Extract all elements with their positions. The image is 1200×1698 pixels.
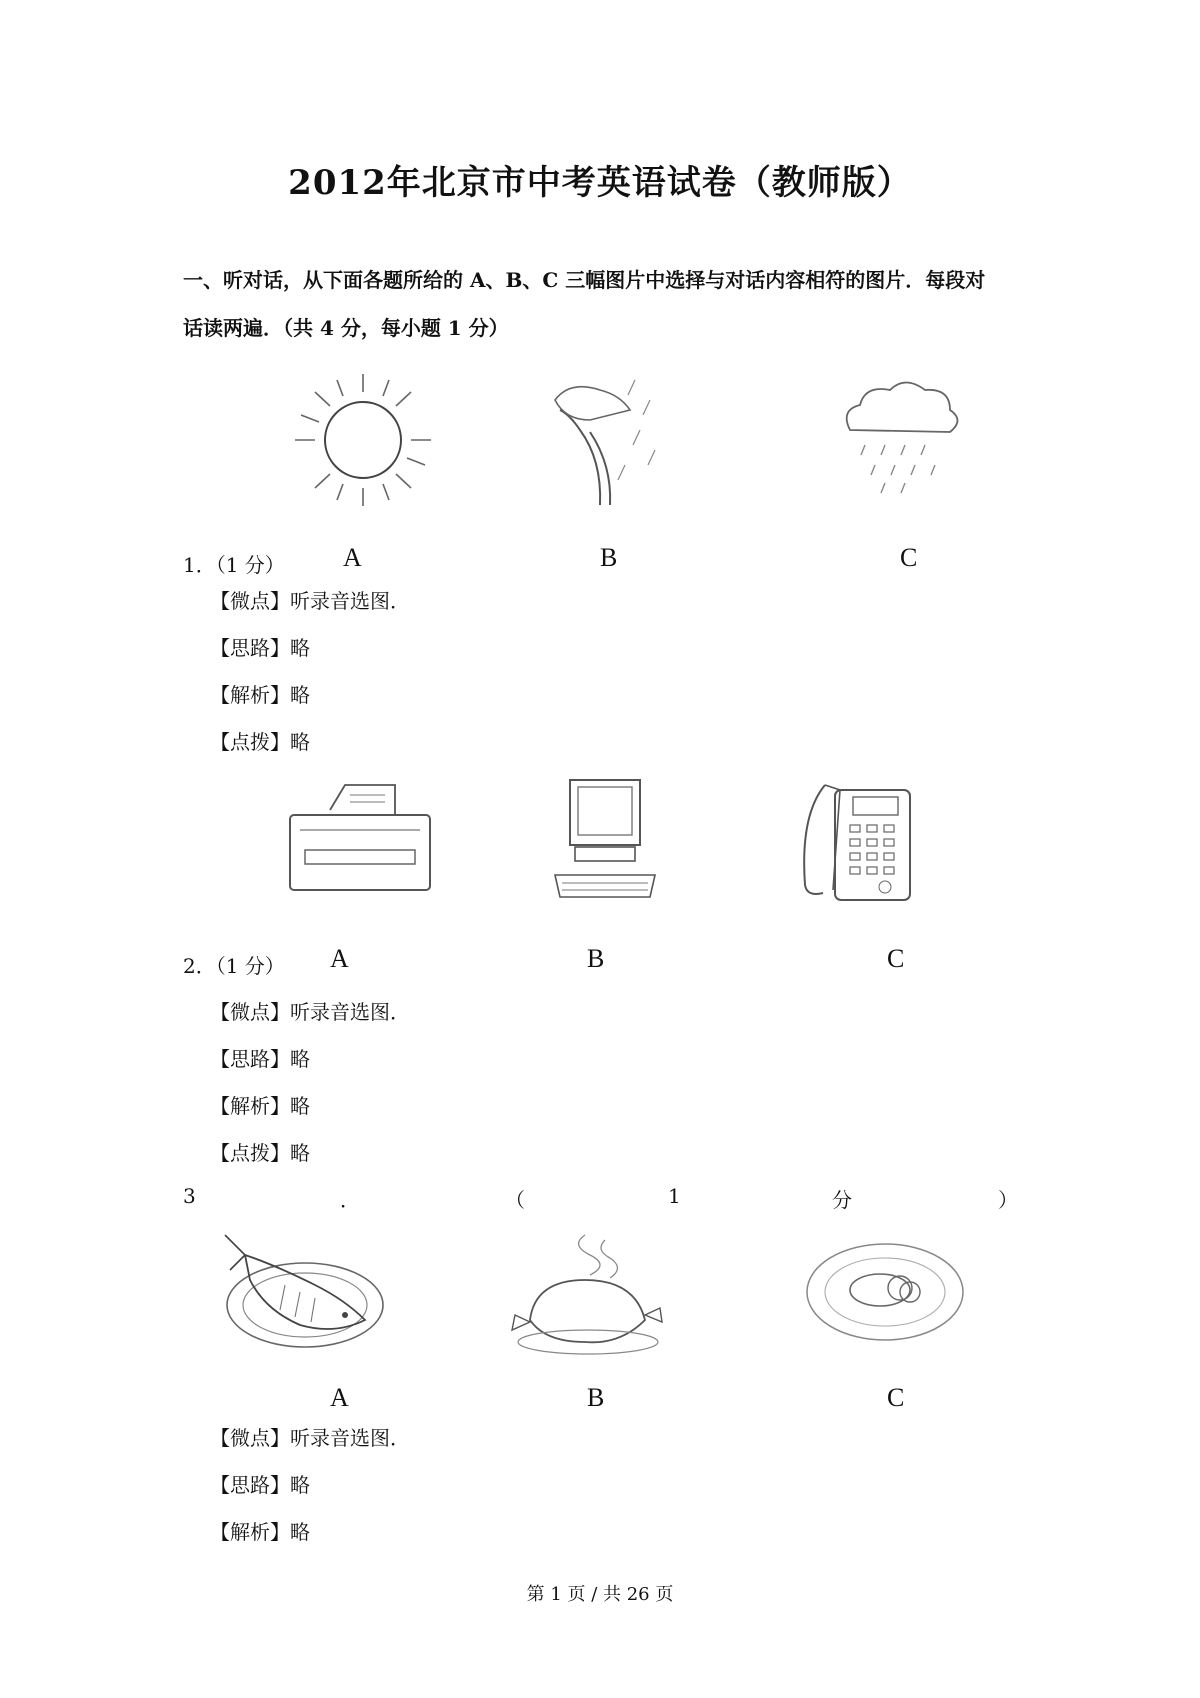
telephone-icon (795, 775, 915, 905)
option-b-label: B (587, 944, 605, 973)
note-idea: 【思路】略 (210, 1047, 310, 1071)
option-b-label: B (587, 1383, 605, 1412)
note-tip: 【点拨】略 (210, 730, 310, 754)
q3-number-digit: 3 (183, 1184, 196, 1208)
section-instruction-line2: 话读两遍．（共 4 分，每小题 1 分） (183, 316, 509, 340)
note-analysis: 【解析】略 (210, 683, 310, 707)
option-c-label: C (887, 944, 905, 973)
sun-icon (285, 370, 440, 510)
note-tip: 【点拨】略 (210, 1141, 310, 1165)
q3-close-paren: ） (998, 1188, 1018, 1212)
q3-score: 1 (668, 1184, 681, 1208)
note-analysis: 【解析】略 (210, 1520, 310, 1544)
note-idea: 【思路】略 (210, 1473, 310, 1497)
question-1-number: 1．（1 分） (183, 553, 285, 577)
q3-score-unit: 分 (832, 1188, 852, 1212)
section-instruction-line1: 一、听对话，从下面各题所给的 A、B、C 三幅图片中选择与对话内容相符的图片．每段对 (183, 268, 986, 292)
note-idea: 【思路】略 (210, 636, 310, 660)
printer-icon (285, 780, 435, 895)
option-b-label: B (600, 543, 618, 572)
note-analysis: 【解析】略 (210, 1094, 310, 1118)
option-c-label: C (900, 543, 918, 572)
q3-open-paren: （ (505, 1188, 525, 1212)
option-a-label: A (343, 543, 362, 572)
option-c-label: C (887, 1383, 905, 1412)
plate-food-icon (800, 1230, 970, 1350)
page-footer: 第 1 页 / 共 26 页 (526, 1584, 674, 1605)
question-2-number: 2．（1 分） (183, 954, 285, 978)
wind-tree-icon (540, 370, 670, 510)
computer-icon (550, 775, 660, 900)
rain-cloud-icon (830, 370, 970, 500)
option-a-label: A (330, 1383, 349, 1412)
option-a-label: A (330, 944, 349, 973)
fish-icon (215, 1225, 385, 1355)
q3-number-dot: ． (340, 1188, 360, 1212)
note-point: 【微点】听录音选图． (210, 589, 410, 613)
page-title: 2012年北京市中考英语试卷（教师版） (288, 163, 912, 203)
roast-chicken-icon (500, 1230, 670, 1360)
note-point: 【微点】听录音选图． (210, 1426, 410, 1450)
note-point: 【微点】听录音选图． (210, 1000, 410, 1024)
